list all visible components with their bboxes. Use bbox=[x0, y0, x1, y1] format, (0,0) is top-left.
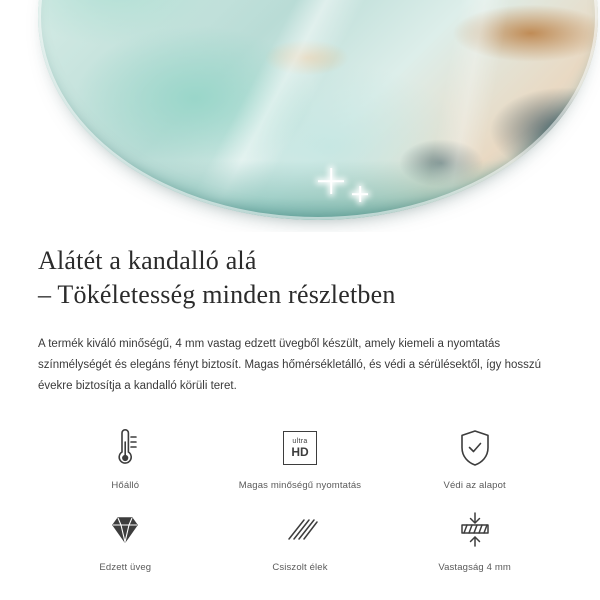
hero-image bbox=[0, 0, 600, 232]
feature-label: Vastagság 4 mm bbox=[438, 562, 511, 574]
page-title bbox=[38, 232, 562, 312]
ultra-hd-icon bbox=[283, 425, 317, 471]
feature-grid bbox=[38, 425, 562, 573]
polished-edges-icon bbox=[280, 507, 320, 553]
content-area bbox=[0, 232, 600, 573]
page-title-line-2: – Tökéletesség minden részletben bbox=[38, 279, 396, 309]
feature-label: Hőálló bbox=[111, 480, 140, 492]
feature-item-polished-edges bbox=[213, 507, 388, 573]
feature-item-tempered-glass bbox=[38, 507, 213, 573]
thermometer-icon bbox=[105, 425, 145, 471]
feature-item-thickness bbox=[387, 507, 562, 573]
product-description: A termék kiváló minőségű, 4 mm vastag edzett üvegből készült, amely kiemeli a nyomtatás színmélységét és elegáns fényt biztosít. Magas hőmérsékletálló, és védi a sérülésektől, így hosszú évekre biztosítja a kandalló körüli teret. bbox=[38, 337, 542, 393]
round-glass-board bbox=[38, 0, 598, 220]
diamond-icon bbox=[105, 507, 145, 553]
feature-item-surface-protection bbox=[387, 425, 562, 491]
thickness-icon bbox=[453, 507, 497, 553]
feature-label: Magas minőségű nyomtatás bbox=[238, 480, 362, 492]
feature-item-heat-resistant bbox=[38, 425, 213, 491]
feature-label: Edzett üveg bbox=[99, 562, 152, 574]
ultra-hd-badge-top: ultra bbox=[292, 438, 308, 446]
shield-check-icon bbox=[455, 425, 495, 471]
feature-label: Csiszolt élek bbox=[272, 562, 328, 574]
page-title-line-1: Alátét a kandalló alá bbox=[38, 246, 257, 275]
ultra-hd-badge-bottom: HD bbox=[291, 444, 309, 459]
feature-label: Védi az alapot bbox=[443, 480, 506, 492]
feature-item-print-quality bbox=[213, 425, 388, 491]
